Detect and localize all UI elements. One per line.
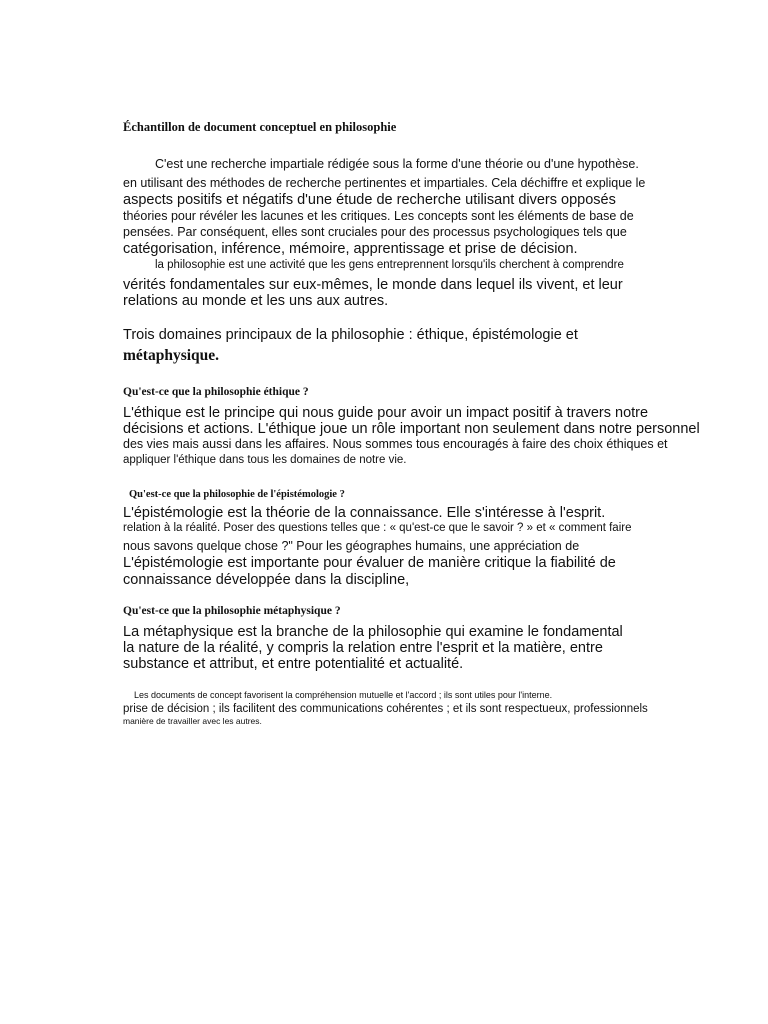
metaphysics-line: la nature de la réalité, y compris la relation entre l'esprit et la matière, entre [123,640,603,656]
intro-line: catégorisation, inférence, mémoire, apprentissage et prise de décision. [123,241,578,257]
intro-line: C'est une recherche impartiale rédigée sous la forme d'une théorie ou d'une hypothèse. [155,157,639,171]
epistemology-line: nous savons quelque chose ?" Pour les géographes humains, une appréciation de [123,539,580,553]
ethics-line: décisions et actions. L'éthique joue un rôle important non seulement dans notre personnel [123,421,700,437]
epistemology-line: L'épistémologie est importante pour évaluer de manière critique la fiabilité de [123,555,616,571]
ethics-line: appliquer l'éthique dans tous les domaines de notre vie. [123,454,407,466]
ethics-heading: Qu'est-ce que la philosophie éthique ? [123,386,309,398]
metaphysics-line: substance et attribut, et entre potentialité et actualité. [123,656,464,672]
epistemology-heading: Qu'est-ce que la philosophie de l'épistémologie ? [129,489,345,500]
ethics-line: des vies mais aussi dans les affaires. Nous sommes tous encouragés à faire des choix éthiques et [123,437,668,451]
conclusion-line: Les documents de concept favorisent la compréhension mutuelle et l'accord ; ils sont utiles pour l'interne. [134,690,553,700]
conclusion-line: manière de travailler avec les autres. [123,716,262,726]
metaphysics-line: La métaphysique est la branche de la philosophie qui examine le fondamental [123,624,623,640]
ethics-line: L'éthique est le principe qui nous guide pour avoir un impact positif à travers notre [123,405,649,421]
intro-line: aspects positifs et négatifs d'une étude de recherche utilisant divers opposés [123,192,616,208]
epistemology-line: connaissance développée dans la discipline, [123,572,410,588]
domains-line: Trois domaines principaux de la philosophie : éthique, épistémologie et [123,327,578,343]
conclusion-line: prise de décision ; ils facilitent des communications cohérentes ; et ils sont respectueux, professionnels [123,703,648,715]
domains-line: métaphysique. [123,347,220,364]
metaphysics-heading: Qu'est-ce que la philosophie métaphysique ? [123,605,341,617]
epistemology-line: L'épistémologie est la théorie de la connaissance. Elle s'intéresse à l'esprit. [123,505,606,521]
intro-line: en utilisant des méthodes de recherche pertinentes et impartiales. Cela déchiffre et explique le [123,176,646,190]
document-title: Échantillon de document conceptuel en philosophie [123,120,397,134]
epistemology-line: relation à la réalité. Poser des questions telles que : « qu'est-ce que le savoir ? » et « comment faire [123,522,632,534]
intro-line: relations au monde et les uns aux autres. [123,293,389,309]
intro-line: pensées. Par conséquent, elles sont cruciales pour des processus psychologiques tels que [123,225,627,239]
intro-line: vérités fondamentales sur eux-mêmes, le monde dans lequel ils vivent, et leur [123,277,623,293]
intro-line: théories pour révéler les lacunes et les critiques. Les concepts sont les éléments de base de [123,209,634,223]
intro-line: la philosophie est une activité que les gens entreprennent lorsqu'ils cherchent à comprendre [155,259,624,271]
